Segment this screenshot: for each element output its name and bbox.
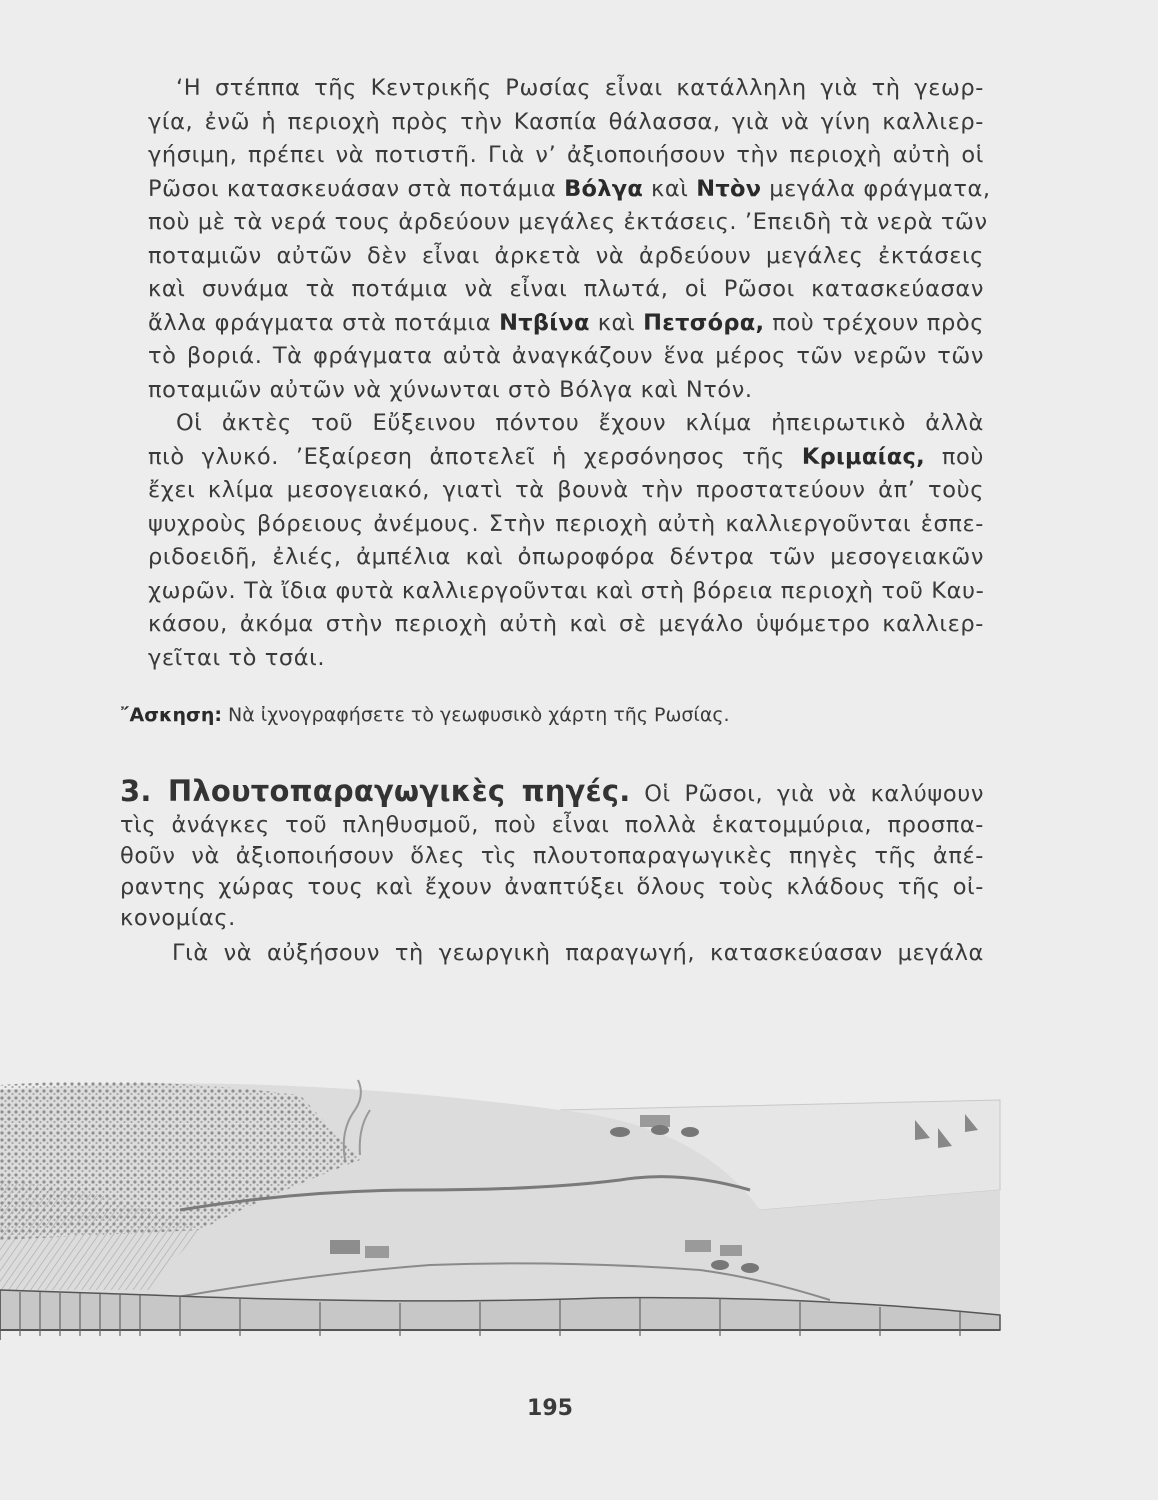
text-fragment: ἄλλα φράγματα στὰ ποτάμια xyxy=(148,309,492,336)
text-fragment: κατασκευάσαν στὰ ποτάμια xyxy=(226,175,557,202)
text-line: ἔχει κλίμα μεσογειακό, γιατὶ τὰ βουνὰ τὴν προστατεύουν ἀπ’ τοὺς xyxy=(148,477,984,503)
text-fragment: μεγάλα φράγματα, xyxy=(769,175,991,202)
text-line: γία, ἐνῶ ἡ περιοχὴ πρὸς τὴν Κασπία θάλασσα, γιὰ νὰ γίνη καλλιερ- xyxy=(148,108,984,135)
text-line: γεῖται τὸ τσάι. xyxy=(148,644,326,671)
text-line-dvina-pechora xyxy=(148,307,984,341)
text-fragment: Οἱ Ρῶσοι, γιὰ νὰ καλύψουν xyxy=(644,781,984,807)
term-volga: Βόλγα xyxy=(564,175,644,202)
text-line: Οἱ ἀκτὲς τοῦ Εὔξεινου πόντου ἔχουν κλίμα ἠπειρωτικὸ ἀλλὰ xyxy=(176,410,984,436)
exercise-label: ῎Ασκηση: xyxy=(120,704,222,726)
text-line: τὸ βοριά. Τὰ φράγματα αὐτὰ ἀναγκάζουν ἕνα μέρος τῶν νερῶν τῶν xyxy=(148,343,984,369)
term-pechora: Πετσόρα, xyxy=(643,309,765,336)
text-line: ποταμιῶν αὐτῶν νὰ χύνωνται στὸ Βόλγα καὶ Ντόν. xyxy=(148,376,753,403)
section-resources xyxy=(120,776,984,969)
text-line: τὶς ἀνάγκες τοῦ πληθυσμοῦ, ποὺ εἶναι πολλὰ ἑκατομμύρια, προσπα- xyxy=(120,812,984,838)
term-don: Ντὸν xyxy=(696,175,762,202)
text-line: κονομίας. xyxy=(120,905,236,931)
paragraph-steppe xyxy=(148,72,991,675)
text-line: κάσου, ἀκόμα στὴν περιοχὴ αὐτὴ καὶ σὲ μεγάλο ὑψόμετρο καλλιερ- xyxy=(148,611,984,637)
text-fragment: καὶ xyxy=(650,175,689,202)
section-first-line xyxy=(120,776,984,810)
page-number: 195 xyxy=(527,1396,573,1421)
text-line: ραντης χώρας τους καὶ ἔχουν ἀναπτύξει ὅλους τοὺς κλάδους τῆς οἰ- xyxy=(120,874,984,900)
text-fragment: καὶ xyxy=(597,309,636,336)
text-fragment: Ρῶσοι xyxy=(148,175,220,202)
text-line: γήσιμη, πρέπει νὰ ποτιστῆ. Γιὰ ν’ ἀξιοποιήσουν τὴν περιοχὴ αὐτὴ οἱ xyxy=(148,142,984,168)
text-line-volga-don xyxy=(148,173,991,207)
exercise-note xyxy=(120,700,980,730)
section-heading: 3. Πλουτοπαραγωγικὲς πηγές. xyxy=(120,774,631,808)
text-line: Γιὰ νὰ αὐξήσουν τὴ γεωργικὴ παραγωγή, κατασκεύασαν μεγάλα xyxy=(172,940,984,966)
text-line: ψυχροὺς βόρειους ἀνέμους. Στὴν περιοχὴ αὐτὴ καλλιεργοῦνται ἑσπε- xyxy=(148,510,984,537)
text-line: ποταμιῶν αὐτῶν δὲν εἶναι ἀρκετὰ νὰ ἀρδεύουν μεγάλες ἐκτάσεις xyxy=(148,242,984,269)
landscape-illustration xyxy=(0,1040,1158,1370)
term-crimea: Κριμαίας, xyxy=(801,443,925,470)
text-line-crimea xyxy=(148,441,984,475)
text-fragment: πιὸ γλυκό. ’Εξαίρεση ἀποτελεῖ ἡ χερσόνησος τῆς xyxy=(148,443,785,470)
text-line: ‘Η στέππα τῆς Κεντρικῆς Ρωσίας εἶναι κατάλληλη γιὰ τὴ γεωρ- xyxy=(176,75,984,101)
text-fragment: ποὺ τρέχουν πρὸς xyxy=(772,309,985,336)
text-line: καὶ συνάμα τὰ ποτάμια νὰ εἶναι πλωτά, οἱ Ρῶσοι κατασκεύασαν xyxy=(148,276,984,302)
text-line: ριδοειδῆ, ἐλιές, ἀμπέλια καὶ ὀπωροφόρα δέντρα τῶν μεσογειακῶν xyxy=(148,544,984,570)
text-line: ποὺ μὲ τὰ νερά τους ἀρδεύουν μεγάλες ἐκτάσεις. ’Επειδὴ τὰ νερὰ τῶν xyxy=(148,209,988,235)
text-line: χωρῶν. Τὰ ἴδια φυτὰ καλλιεργοῦνται καὶ στὴ βόρεια περιοχὴ τοῦ Καυ- xyxy=(148,577,985,604)
term-dvina: Ντβίνα xyxy=(499,309,590,336)
text-line: θοῦν νὰ ἀξιοποιήσουν ὅλες τὶς πλουτοπαραγωγικὲς πηγὲς τῆς ἀπέ- xyxy=(120,843,984,869)
exercise-text: Νὰ ἰχνογραφήσετε τὸ γεωφυσικὸ χάρτη τῆς Ρωσίας. xyxy=(228,704,730,726)
text-fragment: ποὺ xyxy=(941,443,984,470)
